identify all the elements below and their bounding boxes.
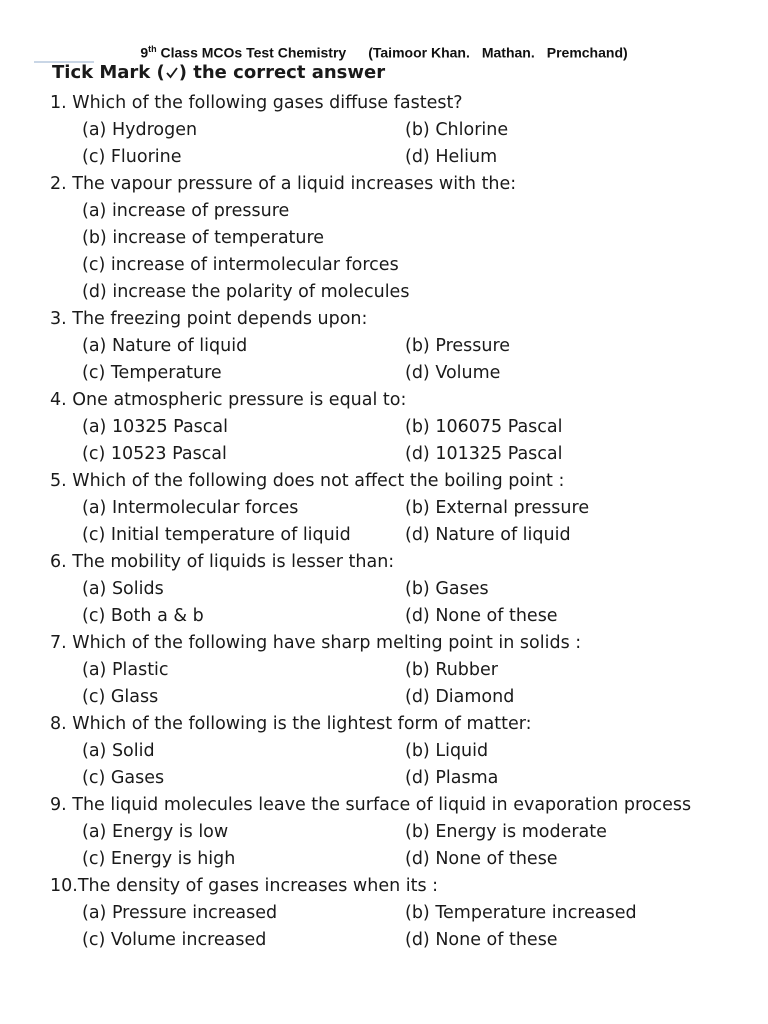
option-1-c[interactable]: (c) Fluorine — [82, 147, 182, 167]
option-4-a[interactable]: (a) 10325 Pascal — [82, 417, 228, 437]
question-stem-3: 3. The freezing point depends upon: — [50, 309, 368, 329]
question-stem-10: 10.The density of gases increases when its : — [50, 876, 439, 896]
grade-suffix: th — [148, 44, 157, 54]
question-stem-2: 2. The vapour pressure of a liquid increases with the: — [50, 174, 517, 194]
option-3-c[interactable]: (c) Temperature — [82, 363, 222, 383]
option-4-d[interactable]: (d) 101325 Pascal — [405, 444, 563, 464]
option-5-d[interactable]: (d) Nature of liquid — [405, 525, 571, 545]
option-9-d[interactable]: (d) None of these — [405, 849, 558, 869]
option-4-c[interactable]: (c) 10523 Pascal — [82, 444, 227, 464]
test-title: Class MCOs Test Chemistry — [160, 44, 347, 61]
option-5-a[interactable]: (a) Intermolecular forces — [82, 498, 299, 518]
question-stem-9: 9. The liquid molecules leave the surface of liquid in evaporation process — [50, 795, 692, 815]
author-2: Mathan. — [481, 44, 535, 61]
option-4-b[interactable]: (b) 106075 Pascal — [405, 417, 563, 437]
option-3-b[interactable]: (b) Pressure — [405, 336, 511, 356]
option-8-b[interactable]: (b) Liquid — [405, 741, 489, 761]
author-3: Premchand) — [546, 44, 628, 61]
option-2-b[interactable]: (b) increase of temperature — [82, 228, 325, 248]
option-8-a[interactable]: (a) Solid — [82, 741, 155, 761]
option-2-a[interactable]: (a) increase of pressure — [82, 201, 290, 221]
question-stem-1: 1. Which of the following gases diffuse fastest? — [50, 93, 463, 113]
option-1-b[interactable]: (b) Chlorine — [405, 120, 509, 140]
grade-number: 9 — [140, 44, 149, 61]
option-3-a[interactable]: (a) Nature of liquid — [82, 336, 248, 356]
question-stem-7: 7. Which of the following have sharp melting point in solids : — [50, 633, 582, 653]
question-stem-4: 4. One atmospheric pressure is equal to: — [50, 390, 407, 410]
instruction-line — [52, 62, 385, 83]
option-1-d[interactable]: (d) Helium — [405, 147, 498, 167]
option-5-b[interactable]: (b) External pressure — [405, 498, 590, 518]
option-10-b[interactable]: (b) Temperature increased — [405, 903, 637, 923]
question-stem-8: 8. Which of the following is the lightest form of matter: — [50, 714, 532, 734]
option-2-d[interactable]: (d) increase the polarity of molecules — [82, 282, 410, 302]
option-7-c[interactable]: (c) Glass — [82, 687, 159, 707]
option-6-d[interactable]: (d) None of these — [405, 606, 558, 626]
option-10-c[interactable]: (c) Volume increased — [82, 930, 267, 950]
option-6-b[interactable]: (b) Gases — [405, 579, 489, 599]
instruction-text-after: ) the correct answer — [178, 62, 386, 83]
option-8-d[interactable]: (d) Plasma — [405, 768, 499, 788]
author-1: (Taimoor Khan. — [368, 44, 470, 61]
option-5-c[interactable]: (c) Initial temperature of liquid — [82, 525, 351, 545]
option-3-d[interactable]: (d) Volume — [405, 363, 501, 383]
option-9-c[interactable]: (c) Energy is high — [82, 849, 236, 869]
question-stem-5: 5. Which of the following does not affect the boiling point : — [50, 471, 565, 491]
question-stem-6: 6. The mobility of liquids is lesser than: — [50, 552, 395, 572]
option-6-a[interactable]: (a) Solids — [82, 579, 164, 599]
checkmark-icon — [165, 64, 179, 78]
test-header — [0, 44, 768, 61]
option-10-a[interactable]: (a) Pressure increased — [82, 903, 278, 923]
option-6-c[interactable]: (c) Both a & b — [82, 606, 204, 626]
option-7-d[interactable]: (d) Diamond — [405, 687, 515, 707]
option-10-d[interactable]: (d) None of these — [405, 930, 558, 950]
option-7-b[interactable]: (b) Rubber — [405, 660, 498, 680]
option-2-c[interactable]: (c) increase of intermolecular forces — [82, 255, 399, 275]
option-9-a[interactable]: (a) Energy is low — [82, 822, 229, 842]
option-9-b[interactable]: (b) Energy is moderate — [405, 822, 607, 842]
option-1-a[interactable]: (a) Hydrogen — [82, 120, 198, 140]
instruction-text-before: Tick Mark ( — [52, 62, 165, 83]
option-7-a[interactable]: (a) Plastic — [82, 660, 169, 680]
option-8-c[interactable]: (c) Gases — [82, 768, 165, 788]
